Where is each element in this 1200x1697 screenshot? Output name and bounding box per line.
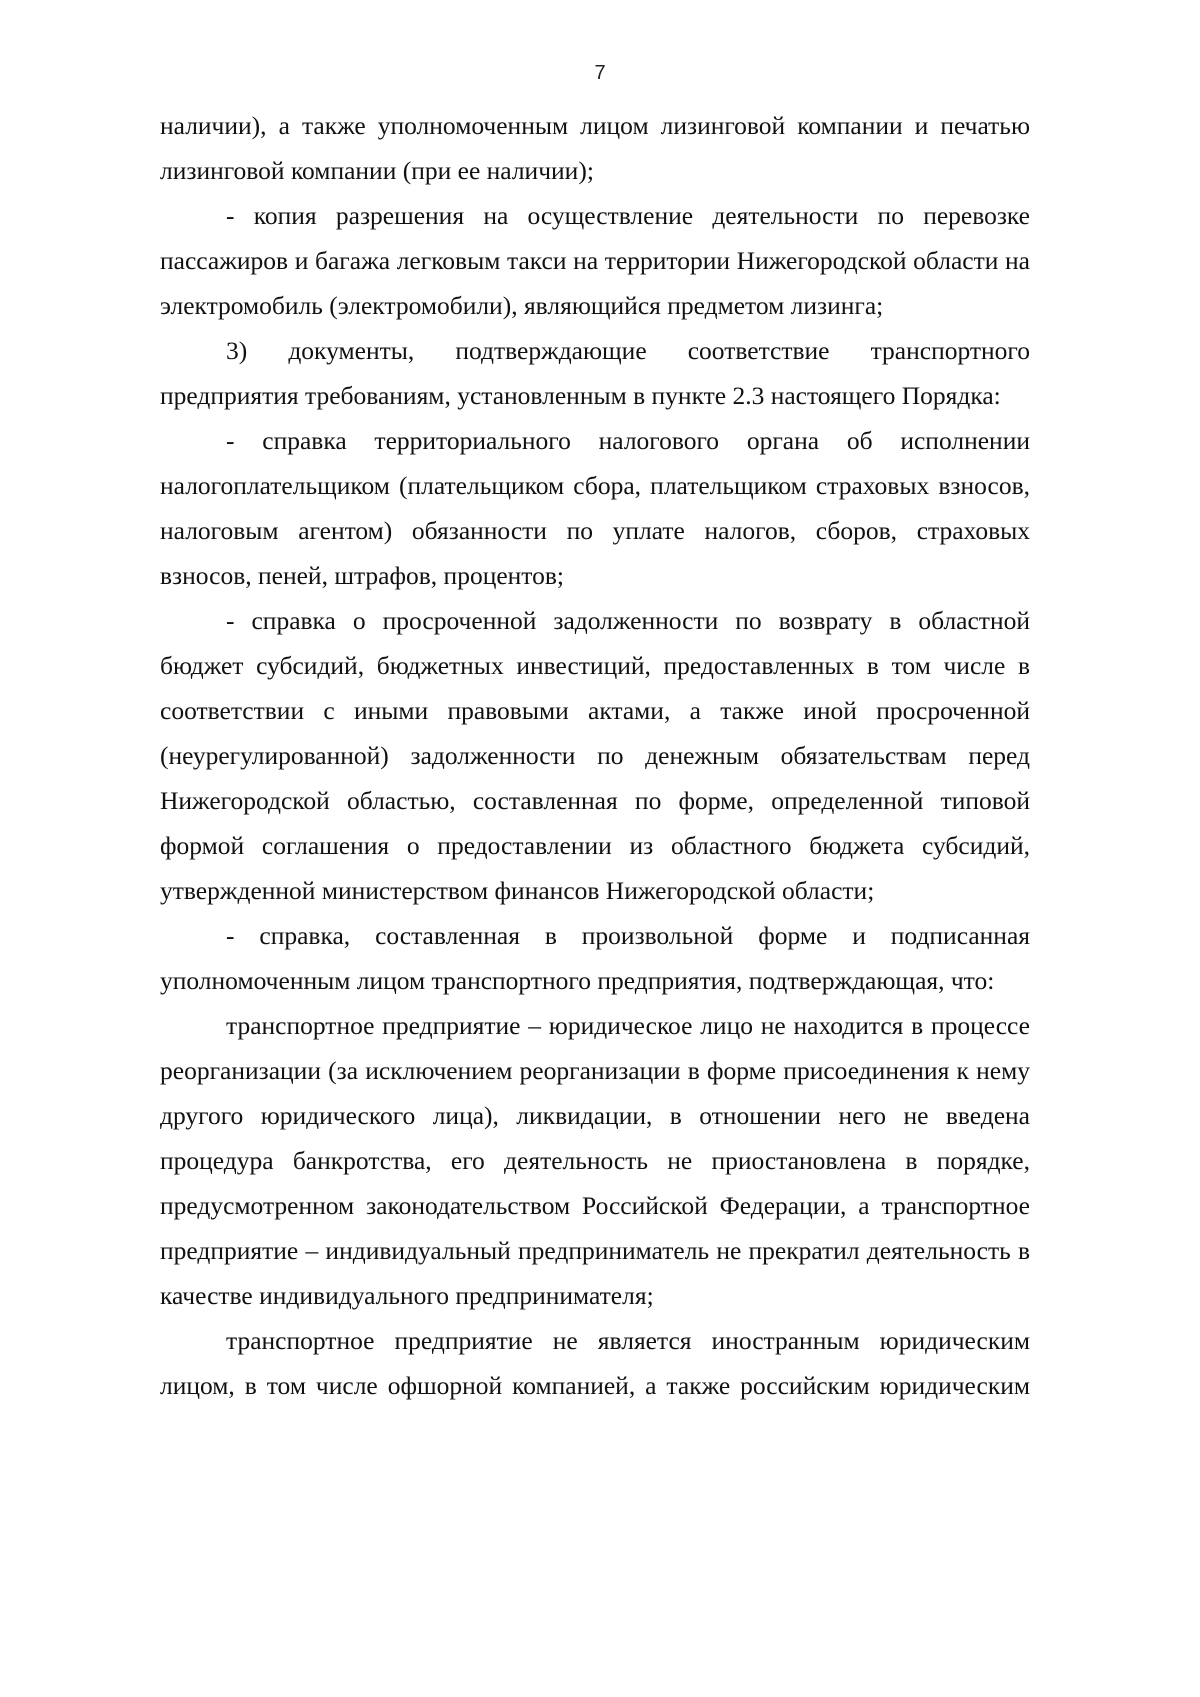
document-body [160,103,1030,1408]
paragraph-not-in-reorganization: транспортное предприятие – юридическое лицо не находится в процессе реорганизации (за исключением реорганизации в форме присоединения к нему другого юридического лица), ликвидации, в отношении него не введена процедура банкротства, его деятельность не приостановлена в порядке, предусмотренном законодательством Российской Федерации, а транспортное предприятие – индивидуальный предприниматель не прекратил деятельность в качестве индивидуального предпринимателя; [160,1011,1030,1310]
page-number: 7 [594,62,606,84]
paragraph-taxi-permit-copy: - копия разрешения на осуществление деятельности по перевозке пассажиров и багажа легковым такси на территории Нижегородской области на электромобиль (электромобили), являющийся предметом лизинга; [160,201,1030,320]
paragraph-item-3-documents: 3) документы, подтверждающие соответствие транспортного предприятия требованиям, установленным в пункте 2.3 настоящего Порядка: [160,336,1030,410]
paragraph-tax-certificate: - справка территориального налогового органа об исполнении налогоплательщиком (плательщиком сбора, плательщиком страховых взносов, налоговым агентом) обязанности по уплате налогов, сборов, страховых взносов, пеней, штрафов, процентов; [160,426,1030,590]
paragraph-free-form-certificate: - справка, составленная в произвольной форме и подписанная уполномоченным лицом транспортного предприятия, подтверждающая, что: [160,921,1030,995]
paragraph-overdue-debt-certificate: - справка о просроченной задолженности по возврату в областной бюджет субсидий, бюджетных инвестиций, предоставленных в том числе в соответствии с иными правовыми актами, а также иной просроченной (неурегулированной) задолженности по денежным обязательствам перед Нижегородской областью, составленная по форме, определенной типовой формой соглашения о предоставлении из областного бюджета субсидий, утвержденной министерством финансов Нижегородской области; [160,606,1030,905]
paragraph-leasing-company-seal: наличии), а также уполномоченным лицом лизинговой компании и печатью лизинговой компании (при ее наличии); [160,111,1030,185]
paragraph-not-foreign-entity: транспортное предприятие не является иностранным юридическим лицом, в том числе офшорной компанией, а также российским юридическим [160,1326,1030,1400]
